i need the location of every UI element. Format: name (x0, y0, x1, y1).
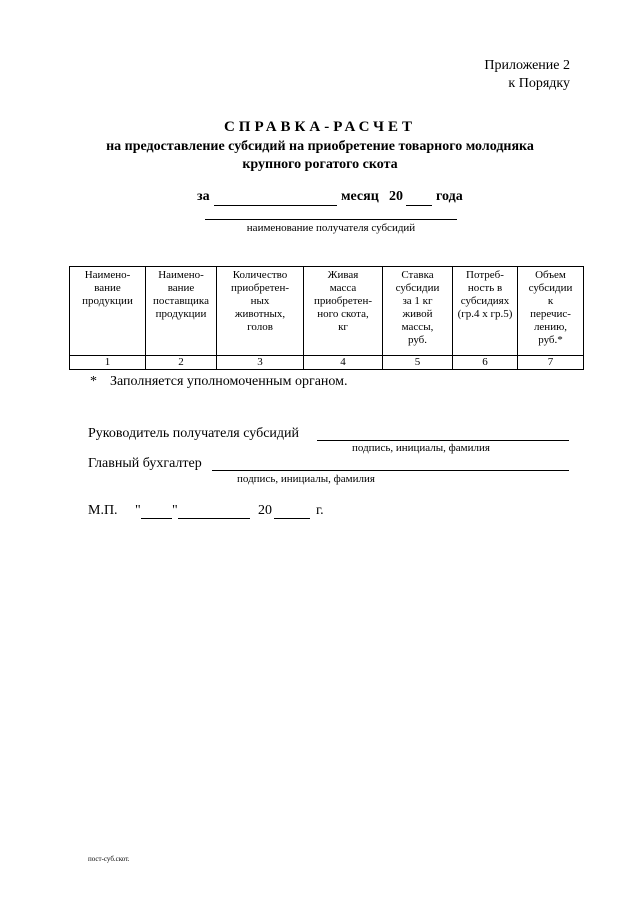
head-signature-label: Руководитель получателя субсидий (88, 426, 300, 441)
date-day-blank[interactable] (141, 518, 172, 519)
date-quote-close: " (172, 503, 178, 518)
header-cell (383, 267, 453, 356)
header-cell (217, 267, 304, 356)
stamp-mp: М.П. (88, 503, 118, 518)
footer-filename: пост-суб.скот. (88, 855, 130, 863)
date-year-prefix: 20 (258, 503, 272, 518)
accountant-signature-label: Главный бухгалтер (88, 456, 202, 471)
head-signature-blank[interactable] (317, 440, 569, 441)
appendix-line-2: к Порядку (508, 76, 570, 91)
header-rate: Ставка субсидии за 1 кг живой массы, руб. (395, 269, 440, 346)
column-number: 3 (217, 356, 304, 370)
header-live-weight: Живая масса приобретен- ного скота, кг (314, 269, 372, 333)
document-title: СПРАВКА-РАСЧЕТ (223, 119, 417, 135)
subsidy-table (69, 266, 584, 370)
document-subtitle (80, 138, 560, 174)
table-number-row (70, 356, 584, 370)
column-number: 4 (304, 356, 383, 370)
header-cell (70, 267, 146, 356)
subtitle-line-2: крупного рогатого скота (242, 157, 398, 172)
period-month-label: месяц (341, 189, 379, 204)
head-signature-caption: подпись, инициалы, фамилия (352, 442, 490, 454)
date-month-blank[interactable] (178, 518, 250, 519)
date-quote-open: " (135, 503, 141, 518)
appendix-label (484, 57, 570, 93)
column-number: 1 (70, 356, 146, 370)
column-number: 7 (518, 356, 584, 370)
recipient-blank[interactable] (205, 219, 457, 220)
period-prefix: за (197, 189, 210, 204)
footnote (90, 374, 348, 390)
footnote-star: * (90, 374, 97, 389)
header-supplier: Наимено- вание поставщика продукции (153, 269, 209, 320)
date-year-blank[interactable] (274, 518, 310, 519)
month-blank[interactable] (214, 205, 337, 206)
year-blank[interactable] (406, 205, 432, 206)
header-cell (304, 267, 383, 356)
column-number: 6 (453, 356, 518, 370)
period-year-suffix: года (436, 189, 463, 204)
accountant-signature-blank[interactable] (212, 470, 569, 471)
footnote-text: Заполняется уполномоченным органом. (110, 374, 348, 389)
header-cell (518, 267, 584, 356)
header-need: Потреб- ность в субсидиях (гр.4 х гр.5) (457, 269, 513, 320)
header-animal-count: Количество приобретен- ных животных, голов (231, 269, 289, 333)
header-cell (453, 267, 518, 356)
subtitle-line-1: на предоставление субсидий на приобретение товарного молодняка (106, 139, 534, 154)
header-cell (146, 267, 217, 356)
header-subsidy-amount: Объем субсидии к перечис- лению, руб.* (528, 269, 573, 346)
appendix-line-1: Приложение 2 (484, 58, 570, 73)
header-product: Наимено- вание продукции (82, 269, 133, 307)
date-year-suffix: г. (316, 503, 324, 518)
recipient-caption: наименование получателя субсидий (246, 222, 416, 234)
column-number: 2 (146, 356, 217, 370)
table-header-row (70, 267, 584, 356)
period-year-prefix: 20 (389, 189, 403, 204)
accountant-signature-caption: подпись, инициалы, фамилия (237, 473, 375, 485)
column-number: 5 (383, 356, 453, 370)
